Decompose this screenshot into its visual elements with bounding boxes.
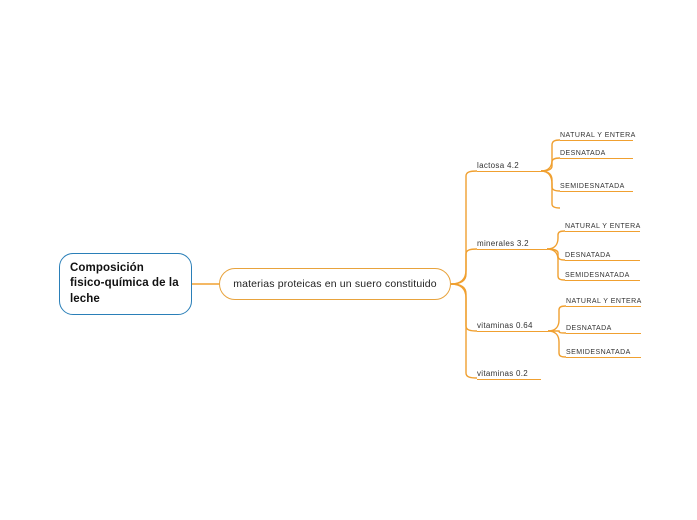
branch-node-minerales[interactable] — [477, 233, 547, 250]
branch-node-label: vitaminas 0.64 — [477, 321, 533, 330]
branch-node-lactosa[interactable] — [477, 155, 541, 172]
branch-node-label: vitaminas 0.2 — [477, 369, 529, 378]
leaf-node-vitaminas-natural-y-entera[interactable] — [566, 292, 641, 307]
leaf-node-label: DESNATADA — [560, 150, 606, 157]
leaf-node-label: NATURAL Y ENTERA — [566, 298, 642, 305]
level1-node-label: materias proteicas en un suero constituido — [233, 278, 437, 290]
leaf-node-label: SEMIDESNATADA — [560, 183, 625, 190]
level1-node[interactable] — [219, 268, 451, 300]
branch-node-label: minerales 3.2 — [477, 239, 529, 248]
branch-node-vitaminas-02[interactable] — [477, 363, 541, 380]
leaf-node-label: SEMIDESNATADA — [565, 272, 630, 279]
branch-node-label: lactosa 4.2 — [477, 161, 519, 170]
leaf-node-label: DESNATADA — [565, 252, 611, 259]
leaf-node-lactosa-desnatada[interactable] — [560, 144, 633, 159]
leaf-node-lactosa-semidesnatada[interactable] — [560, 177, 633, 192]
leaf-node-label: NATURAL Y ENTERA — [565, 223, 641, 230]
leaf-node-label: SEMIDESNATADA — [566, 349, 631, 356]
leaf-node-vitaminas-desnatada[interactable] — [566, 319, 641, 334]
leaf-node-vitaminas-semidesnatada[interactable] — [566, 343, 641, 358]
branch-node-vitaminas-064[interactable] — [477, 315, 548, 332]
leaf-node-minerales-natural-y-entera[interactable] — [565, 217, 640, 232]
leaf-node-lactosa-natural-y-entera[interactable] — [560, 126, 636, 141]
leaf-node-label: DESNATADA — [566, 325, 612, 332]
root-node[interactable] — [59, 253, 192, 315]
leaf-node-label: NATURAL Y ENTERA — [560, 132, 636, 139]
leaf-node-minerales-semidesnatada[interactable] — [565, 266, 640, 281]
leaf-node-minerales-desnatada[interactable] — [565, 246, 640, 261]
root-node-label: Composición fisico-química de la leche — [70, 261, 179, 305]
